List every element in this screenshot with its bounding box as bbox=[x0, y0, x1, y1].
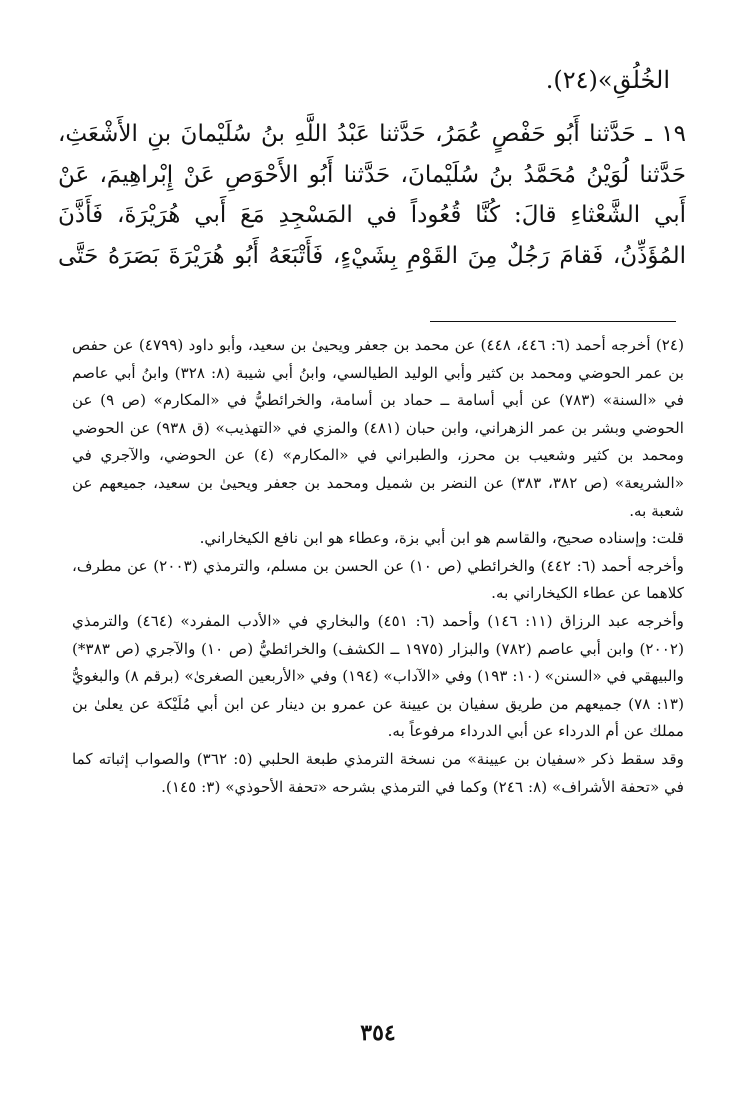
page-number: ٣٥٤ bbox=[360, 1020, 396, 1046]
footnotes bbox=[72, 332, 684, 801]
footnote-paragraph: وقد سقط ذكر «سفيان بن عيينة» من نسخة الترمذي طبعة الحلبي (٥: ٣٦٢) والصواب إثباته كما في «تحفة الأشراف» (٨: ٢٤٦) وكما في الترمذي بشرحه «تحفة الأحوذي» (٣: ١٤٥). bbox=[72, 749, 684, 796]
footnote-paragraph: قلت: وإسناده صحيح، والقاسم هو ابن أبي بزة، وعطاء هو ابن نافع الكيخاراني. bbox=[199, 529, 684, 548]
footnote-paragraph: وأخرجه عبد الرزاق (١١: ١٤٦) وأحمد (٦: ٤٥١) والبخاري في «الأدب المفرد» (٤٦٤) والترمذي (٢٠٠٢) وابن أبي عاصم (٧٨٢) والبزار (١٩٧٥ ــ الكشف) والخرائطيُّ (ص ١٠) والآجري (ص ٣٨٣*) والبيهقي في «السنن» (١٠: ١٩٣) وفي «الآداب» (١٩٤) وفي «الأربعين الصغرىٰ» (برقم ٨) والبغويُّ (١٣: ٧٨) جميعهم من طريق سفيان بن عيينة عن عمرو بن دينار عن ابن أبي مُلَيْكة عن يعلىٰ بن مملك عن أم الدرداء عن أبي الدرداء مرفوعاً به. bbox=[72, 611, 685, 741]
footnote-paragraph: وأخرجه أحمد (٦: ٤٤٢) والخرائطي (ص ١٠) عن الحسن بن مسلم، والترمذي (٢٠٠٣) عن مطرف، كلاهما عن عطاء الكيخاراني به. bbox=[72, 556, 684, 603]
hadith-paragraph: ١٩ ـ حَدَّثنا أَبُو حَفْصٍ عُمَرُ، حَدَّثنا عَبْدُ اللَّهِ بنُ سُلَيْمانَ بنِ الأَشْعَثِ، حَدَّثنا لُوَيْنُ مُحَمَّدُ بنُ سُلَيْمانَ، حَدَّثنا أَبُو الأَحْوَصِ عَنْ إِبْراهِيمَ، عَنْ أَبي الشَّعْثاءِ قالَ: كُنَّا قُعُوداً في المَسْجِدِ مَعَ أَبي هُرَيْرَةَ، فَأَذَّنَ المُؤَذِّنُ، فَقامَ رَجُلٌ مِنَ القَوْمِ بِشَيْءٍ، فَأَتْبَعَهُ أَبُو هُرَيْرَةَ بَصَرَهُ حَتَّى bbox=[58, 121, 686, 269]
footnote-paragraph: (٢٤) أخرجه أحمد (٦: ٤٤٦، ٤٤٨) عن محمد بن جعفر ويحيىٰ بن سعيد، وأبو داود (٤٧٩٩) عن حفص بن عمر الحوضي ومحمد بن كثير وأبي الوليد الطيالسي، وابنُ أبي شيبة (٨: ٣٢٨) وابنُ أبي عاصم في «السنة» (٧٨٣) عن أبي أسامة ــ حماد بن أسامة، والخرائطيُّ في «المكارم» (ص ٩) عن الحوضي وبشر بن عمر الزهراني، وابن حبان (٤٨١) والمزي في «التهذيب» (ق ٩٣٨) عن الحوضي ومحمد بن كثير وشعيب بن محرز، والطبراني في «المكارم» (٤) عن الحوضي، والآجري في «الشريعة» (ص ٣٨٢، ٣٨٣) عن النضر بن شميل ومحمد بن جعفر ويحيىٰ بن سعيد، جميعهم عن شعبة به. bbox=[72, 336, 685, 520]
footnote-separator bbox=[430, 321, 676, 322]
continuation-line: الخُلُقِ»(٢٤). bbox=[545, 66, 670, 94]
